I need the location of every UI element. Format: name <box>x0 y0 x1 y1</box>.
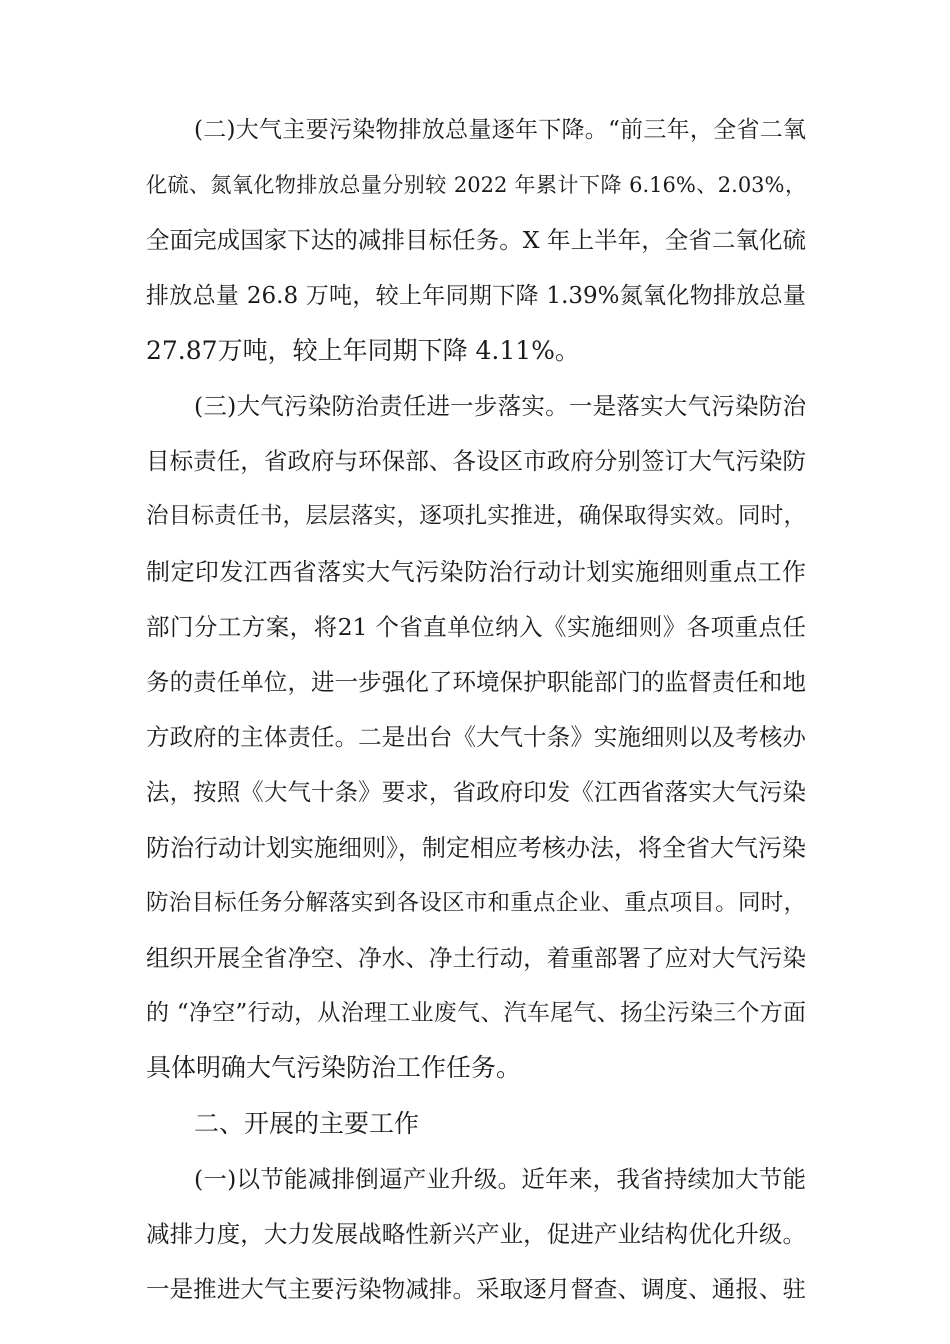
text-line: 务的责任单位，进一步强化了环境保护职能部门的监督责任和地 <box>146 668 806 696</box>
text-line: 法，按照《大气十条》要求，省政府印发《江西省落实大气污染 <box>146 778 806 806</box>
text-line: 化硫、氮氧化物排放总量分别较 2022 年累计下降 6.16%、2.03%， <box>146 173 806 197</box>
text-line: 排放总量 26.8 万吨，较上年同期下降 1.39%氮氧化物排放总量 <box>146 283 806 309</box>
text-line: 全面完成国家下达的减排目标任务。X 年上半年，全省二氧化硫 <box>146 226 806 254</box>
text-line: 27.87万吨，较上年同期下降 4.11%。 <box>146 336 580 365</box>
text-line: 方政府的主体责任。二是出台《大气十条》实施细则以及考核办 <box>146 723 806 751</box>
text-line: (一)以节能减排倒逼产业升级。近年来，我省持续加大节能 <box>194 1165 806 1193</box>
text-line: 部门分工方案，将21 个省直单位纳入《实施细则》各项重点任 <box>146 613 806 641</box>
text-line: 的 “净空”行动，从治理工业废气、汽车尾气、扬尘污染三个方面 <box>146 1000 806 1026</box>
text-line: 治目标责任书，层层落实，逐项扎实推进，确保取得实效。同时， <box>146 503 806 529</box>
text-line: 制定印发江西省落实大气污染防治行动计划实施细则重点工作 <box>146 558 806 586</box>
text-line: 目标责任，省政府与环保部、各设区市政府分别签订大气污染防 <box>146 447 806 475</box>
text-line: 二、开展的主要工作 <box>194 1109 420 1138</box>
text-line: 组织开展全省净空、净水、净土行动，着重部署了应对大气污染 <box>146 944 806 972</box>
text-line: 一是推进大气主要污染物减排。采取逐月督查、调度、通报、驻 <box>146 1275 806 1303</box>
text-line: (二)大气主要污染物排放总量逐年下降。“前三年，全省二氧 <box>194 117 806 143</box>
text-line: 防治行动计划实施细则》，制定相应考核办法，将全省大气污染 <box>146 834 806 862</box>
text-line: (三)大气污染防治责任进一步落实。一是落实大气污染防治 <box>194 392 806 420</box>
text-line: 减排力度，大力发展战略性新兴产业，促进产业结构优化升级。 <box>146 1220 806 1248</box>
text-line: 具体明确大气污染防治工作任务。 <box>146 1053 522 1082</box>
text-line: 防治目标任务分解落实到各设区市和重点企业、重点项目。同时， <box>146 890 806 916</box>
